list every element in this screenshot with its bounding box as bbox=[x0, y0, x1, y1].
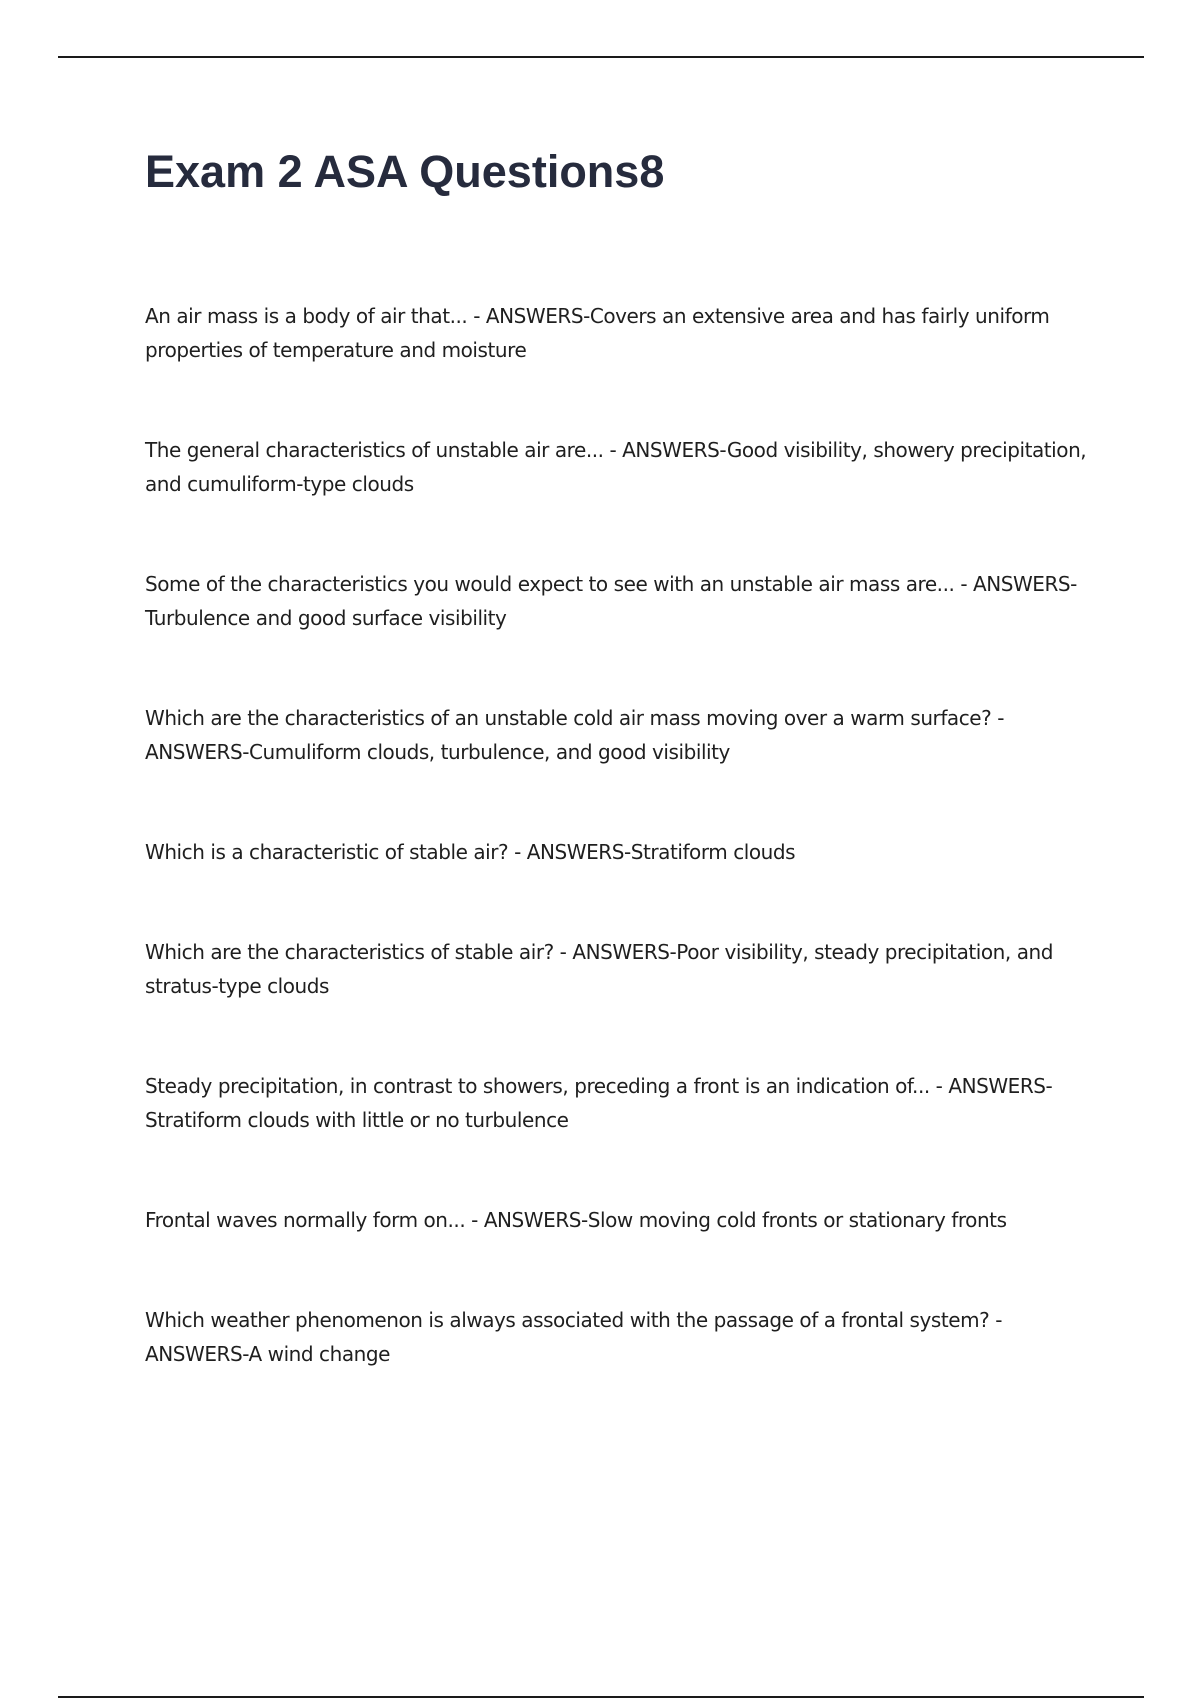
qa-item: Some of the characteristics you would expect to see with an unstable air mass are... - ANSWERS-Turbulence and good surface visibility bbox=[145, 572, 1077, 630]
qa-item: Which are the characteristics of an unstable cold air mass moving over a warm surface? - ANSWERS-Cumuliform clouds, turbulence, and good visibility bbox=[145, 706, 1004, 764]
qa-item: Which are the characteristics of stable air? - ANSWERS-Poor visibility, steady precipitation, and stratus-type clouds bbox=[145, 940, 1053, 998]
qa-item: The general characteristics of unstable air are... - ANSWERS-Good visibility, showery precipitation, and cumuliform-type clouds bbox=[145, 438, 1087, 496]
page-title: Exam 2 ASA Questions8 bbox=[145, 146, 665, 197]
qa-item: Which is a characteristic of stable air? - ANSWERS-Stratiform clouds bbox=[145, 840, 796, 864]
qa-item: Steady precipitation, in contrast to showers, preceding a front is an indication of... - ANSWERS-Stratiform clouds with little or no turbulence bbox=[145, 1074, 1053, 1132]
qa-item: Which weather phenomenon is always associated with the passage of a frontal system? - ANSWERS-A wind change bbox=[145, 1308, 1003, 1366]
top-rule bbox=[58, 56, 1144, 58]
bottom-rule bbox=[58, 1696, 1144, 1698]
qa-item: Frontal waves normally form on... - ANSWERS-Slow moving cold fronts or stationary fronts bbox=[145, 1208, 1007, 1232]
qa-item: An air mass is a body of air that... - ANSWERS-Covers an extensive area and has fairly uniform properties of temperature and moisture bbox=[145, 304, 1050, 362]
qa-list bbox=[145, 299, 1095, 1437]
